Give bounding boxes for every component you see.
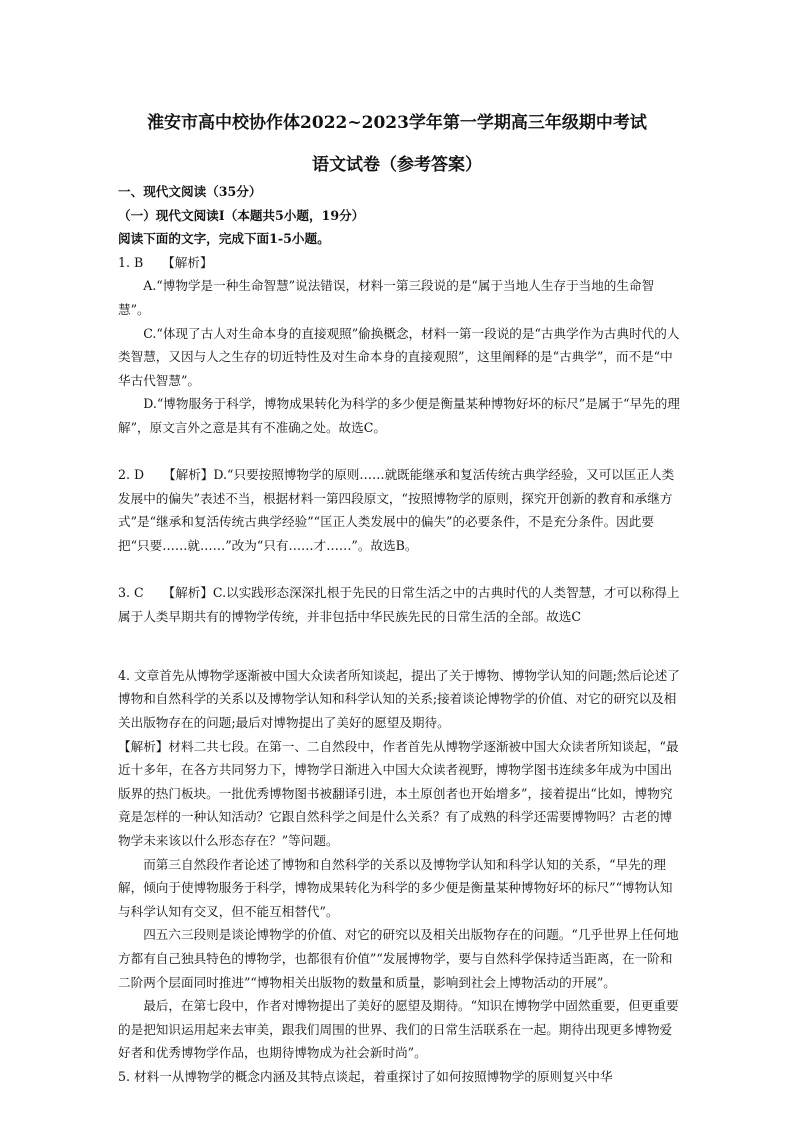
question-1-answer: 1. B 【解析】: [118, 254, 213, 270]
question-4-analysis-paragraph: 最后，在第七段中，作者对博物提出了美好的愿望及期待。“知识在博物学中固然重要，但更重要的是把知识运用起来去审美，跟我们周围的世界、我们的日常生活联系在一起。期待出现更多博物爱好者和优秀博物学作品，也期待博物成为社会新时尚”。: [118, 998, 679, 1061]
question-1-option-d-analysis: D.“博物服务于科学，博物成果转化为科学的多少便是衡量某种博物好坏的标尺”是属于“早先的理解”，原文言外之意是其有不准确之处。故选C。: [118, 396, 680, 435]
question-4-analysis-paragraph: 【解析】材料二共七段。在第一、二自然段中，作者首先从博物学逐渐被中国大众读者所知谈起，“最近十多年，在各方共同努力下，博物学日渐进入中国大众读者视野，博物学图书连续多年成为中国出版界的热门板块。一批优秀博物图书被翻译引进，本土原创者也开始增多”，接着提出“比如，博物究竟是怎样的一种认知活动？它跟自然科学之间是什么关系？有了成熟的科学还需要博物吗？古老的博物学未来该以什么形态存在？”等问题。: [118, 738, 679, 849]
spacer: [118, 440, 680, 464]
reading-instruction: 阅读下面的文字，完成下面1-5小题。: [118, 231, 330, 247]
spacer: [118, 558, 680, 582]
sub-section-heading: （一）现代文阅读Ⅰ（本题共5小题，19分）: [118, 207, 365, 223]
question-1-option-a-analysis: A.“博物学是一种生命智慧”说法错误，材料一第三段说的是“属于当地人生存于当地的生命智慧”。: [118, 278, 655, 317]
question-3-answer: 3. C 【解析】C.以实践形态深深扎根于先民的日常生活之中的古典时代的人类智慧，才可以称得上属于人类早期共有的博物学传统，并非包括中华民族先民的日常生活的全部。故选C: [118, 585, 680, 624]
question-2-answer: 2. D 【解析】D.“只要按照博物学的原则……就既能继承和复活传统古典学经验，又可以匡正人类发展中的偏失”表述不当，根据材料一第四段原文，“按照博物学的原则，探究开创新的教育和承继方式”是“继承和复活传统古典学经验”“匡正人类发展中的偏失”的必要条件，不是充分条件。因此要把“只要……就……”改为“只有……才……”。故选B。: [118, 467, 675, 553]
document-title: 淮安市高中校协作体2022~2023学年第一学期高三年级期中考试: [147, 113, 647, 133]
question-4-answer: 4. 文章首先从博物学逐渐被中国大众读者所知谈起，提出了关于博物、博物学认知的问题;然后论述了博物和自然科学的关系以及博物学认知和科学认知的关系;接着谈论博物学的价值、对它的研究以及相关出版物存在的问题;最后对博物提出了美好的愿望及期待。: [118, 667, 680, 731]
question-4-analysis-paragraph: 四五六三段则是谈论博物学的价值、对它的研究以及相关出版物存在的问题。“几乎世界上任何地方都有自己独具特色的博物学，也都很有价值”“发展博物学，要与自然科学保持适当距离，在一阶和二阶两个层面同时推进”“博物相关出版物的数量和质量，影响到社会上博物活动的开展”。: [118, 927, 679, 990]
document-subtitle: 语文试卷（参考答案）: [312, 155, 482, 175]
section-heading: 一、现代文阅读（35分）: [118, 184, 262, 199]
spacer: [118, 628, 680, 652]
spacer: [118, 652, 680, 664]
question-1-option-c-analysis: C.“体现了古人对生命本身的直接观照”偷换概念，材料一第一段说的是“古典学作为古典时代的人类智慧，又因与人之生存的切近特性及对生命本身的直接观照”，这里阐释的是“古典学”，而不是“中华古代智慧”。: [118, 325, 680, 388]
document-body: [118, 180, 680, 1089]
question-5-answer: 5. 材料一从博物学的概念内涵及其特点谈起，着重探讨了如何按照博物学的原则复兴中华: [118, 1068, 613, 1084]
question-4-analysis-paragraph: 而第三自然段作者论述了博物和自然科学的关系以及博物学认知和科学认知的关系，“早先的理解，倾向于使博物服务于科学，博物成果转化为科学的多少便是衡量某种博物好坏的标尺”“博物认知与科学认知有交叉，但不能互相替代”。: [118, 856, 673, 919]
